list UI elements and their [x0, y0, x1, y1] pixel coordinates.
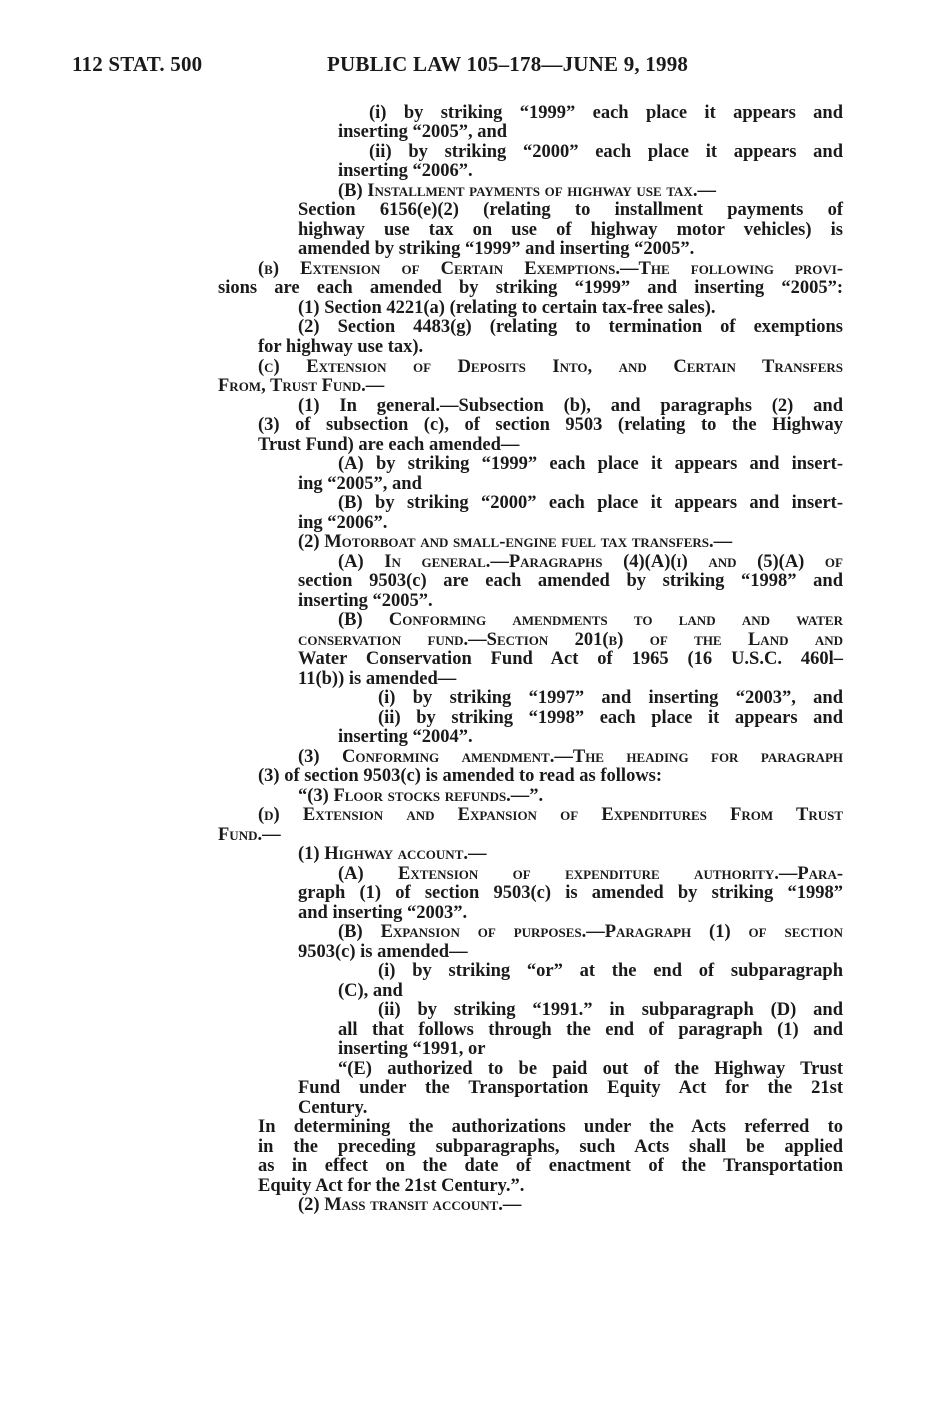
text-line: Water Conservation Fund Act of 1965 (16 U.S.C. 460l–	[298, 649, 843, 669]
subheading-line: (A) In general.—Paragraphs (4)(A)(i) and (5)(A) of	[338, 552, 843, 572]
text-line: in the preceding subparagraphs, such Acts shall be applied	[258, 1137, 843, 1157]
text-line: sions are each amended by striking “1999” and inserting “2005”:	[218, 278, 843, 298]
subheading-line: (2) Mass transit account.—	[298, 1195, 522, 1215]
text-line: Fund under the Transportation Equity Act for the 21st	[298, 1078, 843, 1098]
text-line: (i) by striking “1999” each place it appears and	[369, 103, 843, 123]
subheading-line: (3) Conforming amendment.—The heading for paragraph	[298, 747, 843, 767]
text-line: (3) of subsection (c), of section 9503 (relating to the Highway	[258, 415, 843, 435]
text-line: Section 6156(e)(2) (relating to installment payments of	[298, 200, 843, 220]
text-line: 11(b)) is amended—	[298, 669, 457, 689]
subheading-line: From, Trust Fund.—	[218, 376, 385, 396]
text-line: (2) Section 4483(g) (relating to termination of exemptions	[298, 317, 843, 337]
public-law-title: PUBLIC LAW 105–178—JUNE 9, 1998	[327, 52, 689, 76]
text-line: graph (1) of section 9503(c) is amended by striking “1998”	[298, 883, 843, 903]
text-line: Equity Act for the 21st Century.”.	[258, 1176, 525, 1196]
subheading-line: (c) Extension of Deposits Into, and Certain Transfers	[258, 357, 843, 377]
text-line: inserting “2004”.	[338, 727, 473, 747]
text-line: Century.	[298, 1098, 368, 1118]
text-line: 9503(c) is amended—	[298, 942, 468, 962]
text-line: ing “2006”.	[298, 513, 388, 533]
text-line: (ii) by striking “1998” each place it appears and	[378, 708, 843, 728]
text-line: (1) In general.—Subsection (b), and paragraphs (2) and	[298, 396, 843, 416]
text-line: Trust Fund) are each amended—	[258, 435, 520, 455]
text-line: (C), and	[338, 981, 403, 1001]
text-line: (3) of section 9503(c) is amended to read as follows:	[258, 766, 663, 786]
subheading-line: (d) Extension and Expansion of Expenditures From Trust	[258, 805, 843, 825]
statute-page-citation: 112 STAT. 500	[72, 52, 203, 76]
text-line: (A) by striking “1999” each place it appears and insert-	[338, 454, 843, 474]
text-line: highway use tax on use of highway motor vehicles) is	[298, 220, 843, 240]
text-line: (i) by striking “or” at the end of subparagraph	[378, 961, 843, 981]
text-line: (i) by striking “1997” and inserting “2003”, and	[378, 688, 843, 708]
subheading-line: Fund.—	[218, 825, 281, 845]
text-line: inserting “1991, or	[338, 1039, 486, 1059]
text-line: (ii) by striking “2000” each place it appears and	[369, 142, 843, 162]
subheading-line: (b) Extension of Certain Exemptions.—The following provi-	[258, 259, 843, 279]
text-line: inserting “2006”.	[338, 161, 473, 181]
text-line: ing “2005”, and	[298, 474, 422, 494]
subheading-line: “(3) Floor stocks refunds.—”.	[298, 786, 544, 806]
text-line: amended by striking “1999” and inserting “2005”.	[298, 239, 695, 259]
subheading-line: (2) Motorboat and small-engine fuel tax transfers.—	[298, 532, 733, 552]
subheading-line: (1) Highway account.—	[298, 844, 487, 864]
text-line: (B) by striking “2000” each place it appears and insert-	[338, 493, 843, 513]
subheading-line: (A) Extension of expenditure authority.—Para-	[338, 864, 843, 884]
text-line: In determining the authorizations under the Acts referred to	[258, 1117, 843, 1137]
text-line: (1) Section 4221(a) (relating to certain tax-free sales).	[298, 298, 716, 318]
subheading-line: conservation fund.—Section 201(b) of the Land and	[298, 630, 843, 650]
text-line: (ii) by striking “1991.” in subparagraph (D) and	[378, 1000, 843, 1020]
text-line: “(E) authorized to be paid out of the Highway Trust	[338, 1059, 843, 1079]
text-line: inserting “2005”, and	[338, 122, 508, 142]
text-line: for highway use tax).	[258, 337, 424, 357]
subheading-line: (B) Conforming amendments to land and water	[338, 610, 843, 630]
page-header	[0, 52, 940, 82]
subheading-line: (B) Installment payments of highway use tax.—	[338, 181, 716, 201]
text-line: inserting “2005”.	[298, 591, 433, 611]
text-line: as in effect on the date of enactment of the Transportation	[258, 1156, 843, 1176]
text-line: all that follows through the end of paragraph (1) and	[338, 1020, 843, 1040]
text-line: and inserting “2003”.	[298, 903, 468, 923]
text-line: section 9503(c) are each amended by striking “1998” and	[298, 571, 843, 591]
subheading-line: (B) Expansion of purposes.—Paragraph (1) of section	[338, 922, 843, 942]
